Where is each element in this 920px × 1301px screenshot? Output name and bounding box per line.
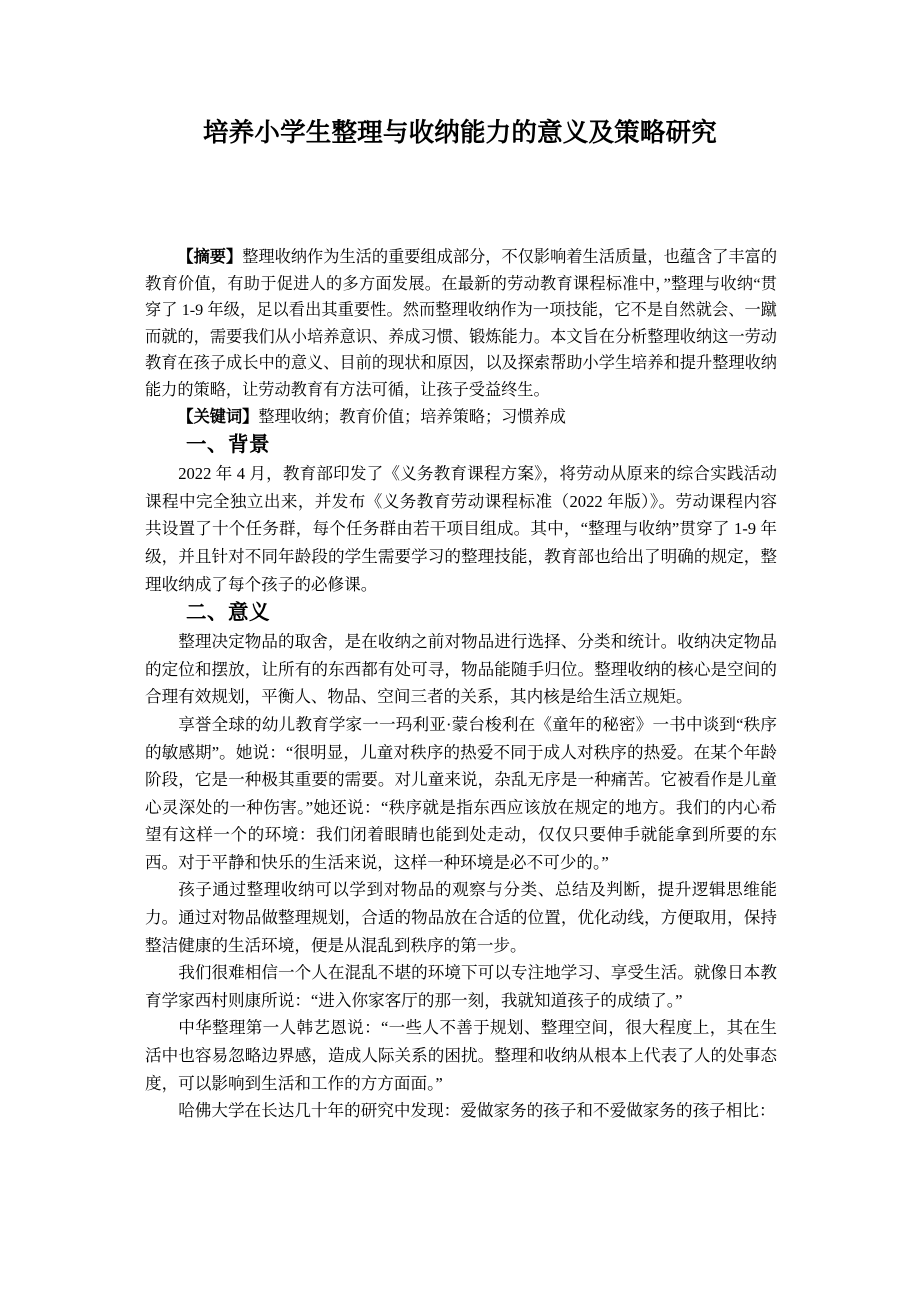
document-body — [145, 244, 777, 1125]
keywords-paragraph — [145, 404, 777, 431]
section-significance-paragraph-1: 整理决定物品的取舍，是在收纳之前对物品进行选择、分类和统计。收纳决定物品的定位和摆放，让所有的东西都有处可寻，物品能随手归位。整理收纳的核心是空间的合理有效规划，平衡人、物品、空间三者的关系，其内核是给生活立规矩。 — [145, 632, 777, 707]
abstract-label: 【摘要】 — [177, 248, 243, 266]
keywords-label: 【关键词】 — [177, 407, 259, 426]
page-title: 培养小学生整理与收纳能力的意义及策略研究 — [202, 119, 717, 148]
abstract-text: 整理收纳作为生活的重要组成部分，不仅影响着生活质量，也蕴含了丰富的教育价值，有助于促进人的多方面发展。在最新的劳动教育课程标准中，”整理与收纳“贯穿了 1-9 年级，足以看出其重要性。然而整理收纳作为一项技能，它不是自然就会、一蹴而就的，需要我们从小培养意识、养成习惯、锻炼能力。本文旨在分析整理收纳这一劳动教育在孩子成长中的意义、目前的现状和原因，以及探索帮助小学生培养和提升整理收纳能力的策略，让劳动教育有方法可循，让孩子受益终生。 — [145, 248, 778, 399]
section-significance-paragraph-3: 孩子通过整理收纳可以学到对物品的观察与分类、总结及判断，提升逻辑思维能力。通过对物品做整理规划，合适的物品放在合适的位置，优化动线，方便取用，保持整洁健康的生活环境，便是从混乱到秩序的第一步。 — [145, 880, 777, 955]
section-background-paragraph-1: 2022 年 4 月，教育部印发了《义务教育课程方案》，将劳动从原来的综合实践活动课程中完全独立出来，并发布《义务教育劳动课程标准（2022 年版）》。劳动课程内容共设置了十个任务群，每个任务群由若干项目组成。其中，“整理与收纳”贯穿了 1-9 年级，并且针对不同年龄段的学生需要学习的整理技能，教育部也给出了明确的规定，整理收纳成了每个孩子的必修课。 — [145, 464, 777, 594]
abstract-paragraph — [145, 244, 777, 404]
keywords-text: 整理收纳；教育价值；培养策略；习惯养成 — [258, 407, 566, 426]
section-heading-significance: 二、意义 — [186, 601, 270, 625]
section-significance-paragraph-2: 享誉全球的幼儿教育学家一一玛利亚·蒙台梭利在《童年的秘密》一书中谈到“秩序的敏感期”。她说：“很明显，儿童对秩序的热爱不同于成人对秩序的热爱。在某个年龄阶段，它是一种极其重要的需要。对儿童来说，杂乱无序是一种痛苦。它被看作是儿童心灵深处的一种伤害。”她还说：“秩序就是指东西应该放在规定的地方。我们的内心希望有这样一个的环境：我们闭着眼睛也能到处走动，仅仅只要伸手就能拿到所要的东西。对于平静和快乐的生活来说，这样一种环境是必不可少的。” — [145, 714, 777, 872]
section-heading-background: 一、背景 — [186, 433, 270, 457]
section-significance-paragraph-6: 哈佛大学在长达几十年的研究中发现：爱做家务的孩子和不爱做家务的孩子相比： — [178, 1101, 776, 1121]
section-significance-paragraph-4: 我们很难相信一个人在混乱不堪的环境下可以专注地学习、享受生活。就像日本教育学家西村则康所说：“进入你家客厅的那一刻，我就知道孩子的成绩了。” — [145, 963, 777, 1010]
section-significance-paragraph-5: 中华整理第一人韩艺恩说：“一些人不善于规划、整理空间，很大程度上，其在生活中也容易忽略边界感，造成人际关系的困扰。整理和收纳从根本上代表了人的处事态度，可以影响到生活和工作的方方面面。” — [145, 1018, 777, 1093]
